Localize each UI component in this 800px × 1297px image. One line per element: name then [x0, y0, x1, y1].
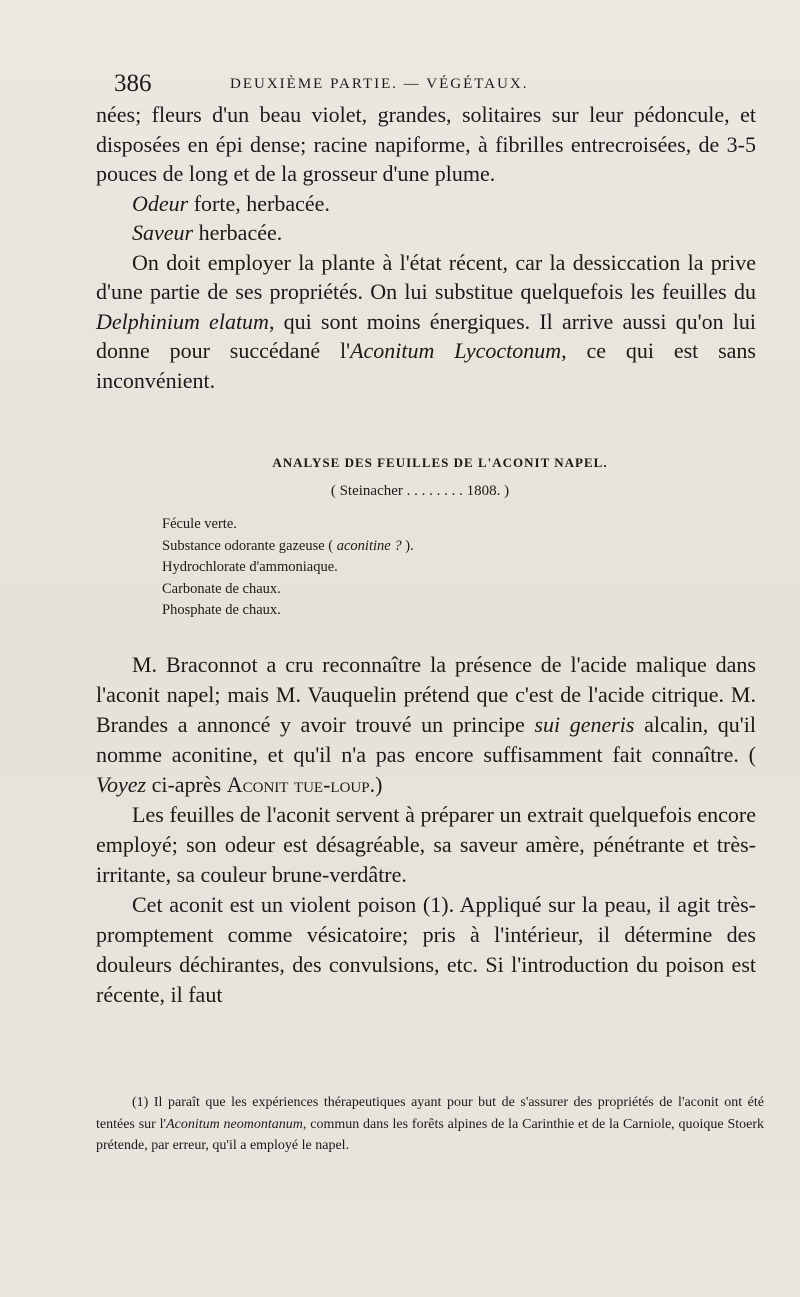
- chem-text-d: .): [369, 772, 383, 797]
- paragraph-odeur: [96, 189, 756, 219]
- aconitine-italic: aconitine ?: [336, 537, 402, 554]
- list-item: Phosphate de chaux.: [162, 602, 281, 618]
- list-item: Hydrochlorate d'ammoniaque.: [162, 559, 338, 575]
- list-item: Carbonate de chaux.: [162, 580, 281, 597]
- paragraph-saveur: [96, 218, 756, 248]
- paragraph-extract: Les feuilles de l'aconit servent à préparer un extrait quelquefois encore employé; son odeur est désagréable, sa saveur amère, pénétrante et très-irritante, sa couleur brune-verdâtre.: [96, 802, 756, 887]
- list-item-end: ).: [401, 537, 414, 554]
- odeur-label: Odeur: [132, 190, 189, 216]
- analysis-source: ( Steinacher . . . . . . . . 1808. ): [330, 483, 510, 499]
- page-number: 386: [114, 70, 152, 97]
- odeur-text: forte, herbacée.: [188, 190, 330, 216]
- delphinium-name: Delphinium elatum: [96, 308, 269, 334]
- saveur-text: herbacée.: [193, 220, 283, 245]
- aconit-tue-loup: Aconit tue-loup: [226, 772, 370, 797]
- footnote-text-b: , commun dans les forêts alpines de la Carinthie et de la Carniole, quoique Stoerk prétende, par erreur, qu'il a employé le napel.: [96, 1116, 764, 1153]
- main-text-bottom: [96, 650, 756, 1010]
- main-text-top: [96, 100, 756, 395]
- aconitum-name: Aconitum Lycoctonum: [350, 338, 562, 363]
- list-item: [162, 536, 562, 558]
- running-head: DEUXIÈME PARTIE. — VÉGÉTAUX.: [230, 76, 529, 92]
- list-item: Fécule verte.: [162, 516, 237, 532]
- paragraph-chemistry: [96, 650, 756, 800]
- chem-text-a: M. Braconnot a cru reconnaître la présence de l'acide malique dans l'aconit napel; mais M. Vauquelin prétend que c'est de l'acide citrique. M. Brandes a annoncé y avoir trouvé un principe: [96, 652, 756, 737]
- voyez: Voyez: [96, 772, 147, 797]
- footnote: [96, 1092, 764, 1157]
- saveur-label: Saveur: [132, 220, 194, 245]
- footnote-text: [96, 1092, 764, 1157]
- chem-text-b: alcalin, qu'il nomme aconitine, et qu'il n'a pas encore suffisamment fait connaître. (: [96, 712, 756, 767]
- analysis-list: [162, 514, 562, 622]
- usage-text-b: , qui sont moins énergiques. Il arrive aussi qu'on lui donne pour succédané l': [96, 308, 757, 363]
- analysis-title: ANALYSE DES FEUILLES DE L'ACONIT NAPEL.: [272, 455, 608, 470]
- paragraph-poison: Cet aconit est un violent poison (1). Appliqué sur la peau, il agit très-promptement comme vésicatoire; pris à l'intérieur, il détermine des douleurs déchirantes, des convulsions, etc. Si l'introduction du poison est récente, il faut: [96, 892, 756, 1007]
- footnote-text-a: (1) Il paraît que les expériences thérapeutiques ayant pour but de s'assurer des propriétés de l'aconit ont été tentées sur l': [96, 1095, 764, 1132]
- sui-generis: sui generis: [534, 712, 635, 737]
- usage-text-c: , ce qui est sans inconvénient.: [96, 338, 756, 393]
- page-header: [114, 70, 754, 100]
- paragraph-usage: [96, 248, 756, 396]
- chem-text-c: ci-après: [146, 772, 227, 797]
- list-item-text: Substance odorante gazeuse (: [162, 537, 337, 554]
- footnote-italic: Aconitum neomontanum: [166, 1116, 303, 1132]
- paragraph-description: nées; fleurs d'un beau violet, grandes, solitaires sur leur pédoncule, et disposées en épi dense; racine napiforme, à fibrilles entrecroisées, de 3-5 pouces de long et de la grosseur d'une plume.: [96, 102, 756, 186]
- usage-text-a: On doit employer la plante à l'état récent, car la dessiccation la prive d'une partie de ses propriétés. On lui substitue quelquefois les feuilles du: [96, 249, 756, 304]
